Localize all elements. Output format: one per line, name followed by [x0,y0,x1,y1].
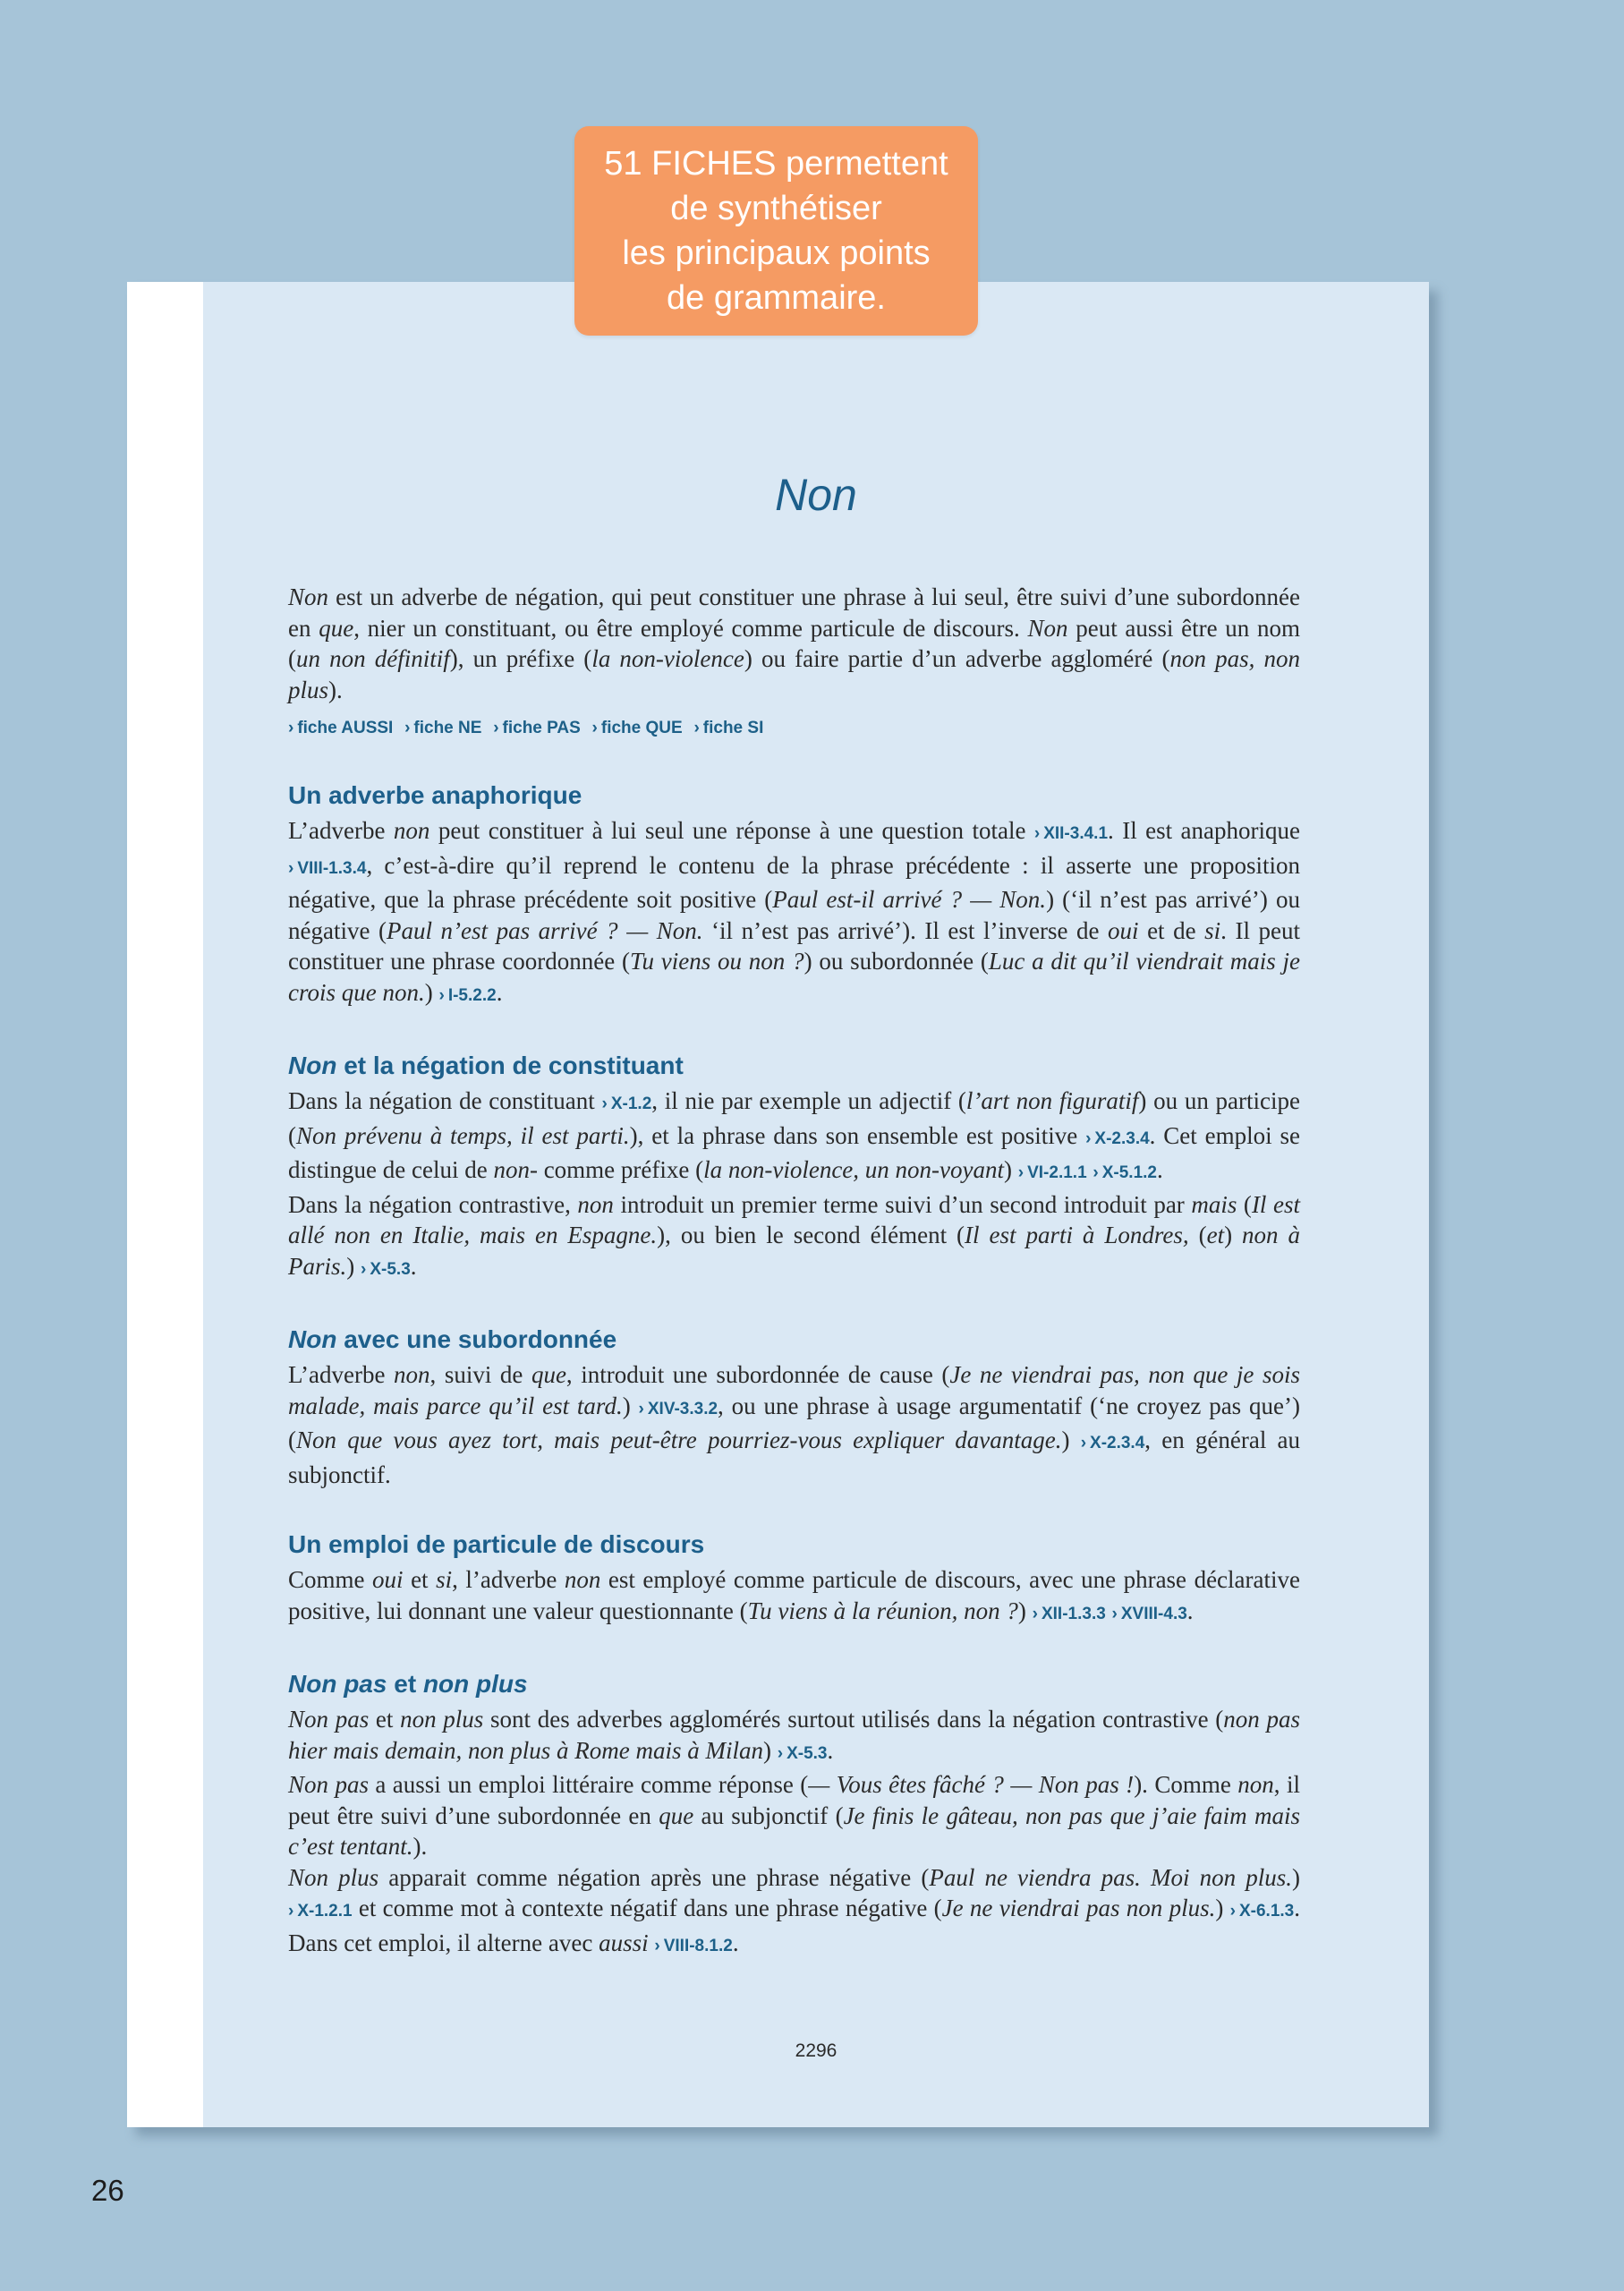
section-paragraph [288,1189,1300,1286]
text: . [1156,1156,1163,1183]
text-italic: Je ne viendrai pas, non que je sois malade, mais parce qu’il est tard. [288,1361,1300,1419]
section-heading: Un emploi de particule de discours [288,1530,705,1558]
text: , en général au subjonctif. [288,1427,1300,1488]
text: peut constituer à lui seul une réponse à une question totale [429,817,1034,844]
text: , suivi de [429,1361,531,1388]
callout-line: de synthétiser [670,190,882,227]
text: . [496,978,503,1006]
text-italic: Non [1027,614,1068,642]
text: ). [412,1833,428,1860]
text: Dans la négation de constituant [288,1087,602,1114]
section-paragraph [288,815,1300,1011]
text-italic: non- [493,1156,538,1183]
cross-reference[interactable]: › X-5.3 [361,1260,411,1279]
section-heading: Un adverbe anaphorique [288,781,582,809]
text: , introduit une subordonnée de cause ( [565,1361,950,1388]
text: . Il est anaphorique [1108,817,1300,844]
text-italic: si [1204,916,1221,944]
text: ) [1004,1156,1018,1183]
text: ) [1215,1895,1230,1921]
callout-line: les principaux points [622,234,931,272]
text-italic: Non prévenu à temps, il est parti. [296,1121,630,1149]
section-paragraph [288,1704,1300,1769]
text: et comme mot à contexte négatif dans une phrase négative ( [352,1895,942,1921]
folio-number: 2296 [795,2040,838,2061]
section-heading [288,1050,1300,1082]
text: , l’adverbe [452,1566,565,1593]
text-italic: que [319,614,354,642]
text-italic: la non-violence [591,645,744,672]
cross-reference[interactable]: › X-2.3.4 [1081,1434,1145,1452]
text-italic: et [1206,1222,1225,1248]
text: , il nie par exemple un adjectif ( [651,1087,966,1114]
text: Comme [288,1566,373,1593]
cross-reference[interactable]: › X-5.3 [778,1744,828,1763]
text: . Cet emploi se distingue de celui de [288,1121,1300,1183]
text: ) (‘il n’est pas arrivé’) ou négative ( [288,886,1300,944]
text: comme préfixe ( [537,1156,704,1183]
see-also-link[interactable]: › fiche QUE [592,719,683,737]
section-heading [288,1324,1300,1356]
text: . [827,1736,834,1764]
cross-reference[interactable]: › XII-3.4.1 [1034,824,1108,843]
heading-italic: Non [288,1325,337,1353]
text-italic: aussi [599,1929,649,1956]
text: . Il peut constituer une phrase coordonnée ( [288,916,1300,975]
text: et [369,1706,401,1733]
text: ) [762,1736,778,1764]
text: ), et la phrase dans son ensemble est positive [629,1121,1086,1149]
page-number: 26 [91,2174,124,2207]
text-italic: Il est allé non en Italie, mais en Espagne. [288,1190,1300,1248]
callout-text [604,141,948,320]
text-italic: Paul est-il arrivé ? — Non. [772,886,1047,913]
section-paragraph [288,1086,1300,1189]
text-italic: Non que vous ayez tort, mais peut-être pourriez-vous expliquer davantage. [296,1427,1062,1453]
section-paragraph [288,1862,1300,1963]
see-also-link[interactable]: › fiche PAS [493,719,581,737]
text: ). Comme [1134,1771,1238,1798]
text-italic: non [1237,1771,1274,1798]
text-italic: non plus [400,1706,484,1733]
cross-reference[interactable]: › X-1.2 [602,1094,652,1113]
fiche-body [288,582,1300,1962]
text: introduit un premier terme suivi d’un second introduit par [613,1190,1192,1218]
text: , c’est-à-dire qu’il reprend le contenu de la phrase précédente : il asserte une proposition négative, que la phrase précédente soit positive ( [288,851,1300,913]
text: a aussi un emploi littéraire comme réponse ( [368,1771,809,1798]
text-italic: Non plus [288,1863,379,1891]
cross-reference[interactable]: › VIII-8.1.2 [654,1937,732,1955]
text: ), un préfixe ( [449,645,592,672]
text: ‘il n’est pas arrivé’). Il est l’inverse de [702,916,1109,944]
heading-italic: Non pas [288,1670,387,1698]
text-italic: Paul n’est pas arrivé ? — Non. [387,916,703,944]
text: ) ou subordonnée ( [803,948,989,975]
text: apparait comme négation après une phrase négative ( [378,1863,930,1891]
text: L’adverbe [288,1361,395,1388]
heading-italic: non plus [422,1670,528,1698]
heading-text: avec une subordonnée [336,1325,617,1353]
callout-line: 51 FICHES permettent [604,145,948,183]
text: , ou une phrase à usage argumentatif (‘ne croyez pas que’) ( [288,1392,1300,1453]
text: ). [328,676,343,703]
text: peut aussi être un nom ( [288,614,1300,672]
heading-text: et [387,1670,423,1698]
text-italic: non pas hier mais demain, non plus à Rome mais à Milan [288,1706,1300,1764]
text-italic: Non pas [288,1706,370,1733]
text-italic: si [436,1566,453,1593]
text-italic: Je finis le gâteau, non pas que j’aie faim mais c’est tentant. [288,1801,1300,1860]
text-italic: non [564,1566,601,1593]
text-italic: non [394,1361,430,1388]
text-italic: un non définitif [296,645,450,672]
callout-badge [574,126,978,336]
cross-reference[interactable]: › VIII-1.3.4 [288,859,366,878]
text-italic: Il est parti à Londres, [965,1222,1189,1248]
text-italic: que [531,1361,566,1388]
section-paragraph [288,1769,1300,1862]
fiche-title: Non [775,470,857,520]
text: ) [622,1392,639,1419]
cross-reference[interactable]: › X-5.1.2 [1093,1163,1157,1182]
text: ( [1188,1222,1207,1248]
heading-text: et la négation de constituant [336,1052,684,1079]
text: est employé comme particule de discours, avec une phrase déclarative positive, lui donnant une valeur questionnante ( [288,1566,1300,1624]
intro-paragraph [288,582,1300,705]
text: L’adverbe [288,817,394,844]
text-italic: non pas, non plus [288,645,1301,703]
cross-reference[interactable]: › I-5.2.2 [438,986,496,1005]
text-italic: — Vous êtes fâché ? — Non pas ! [808,1771,1135,1798]
section-paragraph [288,1359,1300,1490]
text: ) [1061,1427,1081,1453]
text-italic: Tu viens ou non ? [629,948,804,975]
cross-reference[interactable]: › XII-1.3.3 [1033,1605,1106,1623]
text: ) ou faire partie d’un adverbe aggloméré ( [744,645,1170,672]
section-heading [288,1668,1300,1700]
text: ) [1224,1222,1243,1248]
text-italic: Paul ne viendra pas. Moi non plus. [929,1863,1292,1891]
text-italic: Non [288,583,329,610]
text: sont des adverbes agglomérés surtout utilisés dans la négation contrastive ( [483,1706,1224,1733]
text: est un adverbe de négation, qui peut constituer une phrase à lui seul, être suivi d’une subordonnée en [288,583,1300,642]
text: . [1186,1597,1194,1624]
see-also-link[interactable]: › fiche SI [693,719,763,737]
text: et [403,1566,437,1593]
text-italic: Luc a dit qu’il viendrait mais je crois que non. [288,948,1300,1006]
section-paragraph [288,1564,1300,1630]
text: ) ou un participe ( [288,1087,1300,1149]
text: ) [424,978,439,1006]
text: , nier un constituant, ou être employé comme particule de discours. [353,614,1028,642]
callout-line: de grammaire. [667,279,886,317]
see-also-link[interactable]: › fiche NE [404,719,481,737]
text-italic: l’art non figuratif [965,1087,1139,1114]
text-italic: la non-violence, un non-voyant [703,1156,1005,1183]
cross-reference[interactable]: › VI-2.1.1 [1018,1163,1087,1182]
cross-reference[interactable]: › X-1.2.1 [288,1902,353,1921]
text: ) [1017,1597,1033,1624]
cross-reference[interactable]: › XVIII-4.3 [1112,1605,1187,1623]
text-italic: non à Paris. [288,1222,1301,1280]
text: , il peut être suivi d’une subordonnée en [288,1771,1300,1829]
text-italic: oui [372,1566,404,1593]
text-italic: oui [1108,916,1139,944]
heading-italic: Non [288,1052,337,1079]
text-italic: mais [1191,1190,1237,1218]
cross-reference[interactable]: › X-6.1.3 [1230,1902,1295,1921]
text: Dans la négation contrastive, [288,1190,578,1218]
text: ) [1292,1863,1300,1891]
text-italic: non [393,817,430,844]
text: . [410,1252,417,1280]
see-also-link[interactable]: › fiche AUSSI [288,719,393,737]
text: ), ou bien le second élément ( [657,1222,965,1248]
text-italic: Tu viens à la réunion, non ? [747,1597,1018,1624]
text: . Dans cet emploi, il alterne avec [288,1895,1300,1956]
text-italic: Je ne viendrai pas non plus. [941,1895,1216,1921]
text-italic: que [659,1801,694,1829]
text: et de [1138,916,1205,944]
cross-reference[interactable]: › XIV-3.3.2 [639,1400,718,1418]
text-italic: non [577,1190,614,1218]
text: ( [1237,1190,1252,1218]
text: . [732,1929,739,1956]
text: ) [346,1252,361,1280]
see-also-links [288,712,1300,741]
text-italic: Non pas [288,1771,369,1798]
text: au subjonctif ( [693,1801,844,1829]
cross-reference[interactable]: › X-2.3.4 [1085,1129,1150,1148]
